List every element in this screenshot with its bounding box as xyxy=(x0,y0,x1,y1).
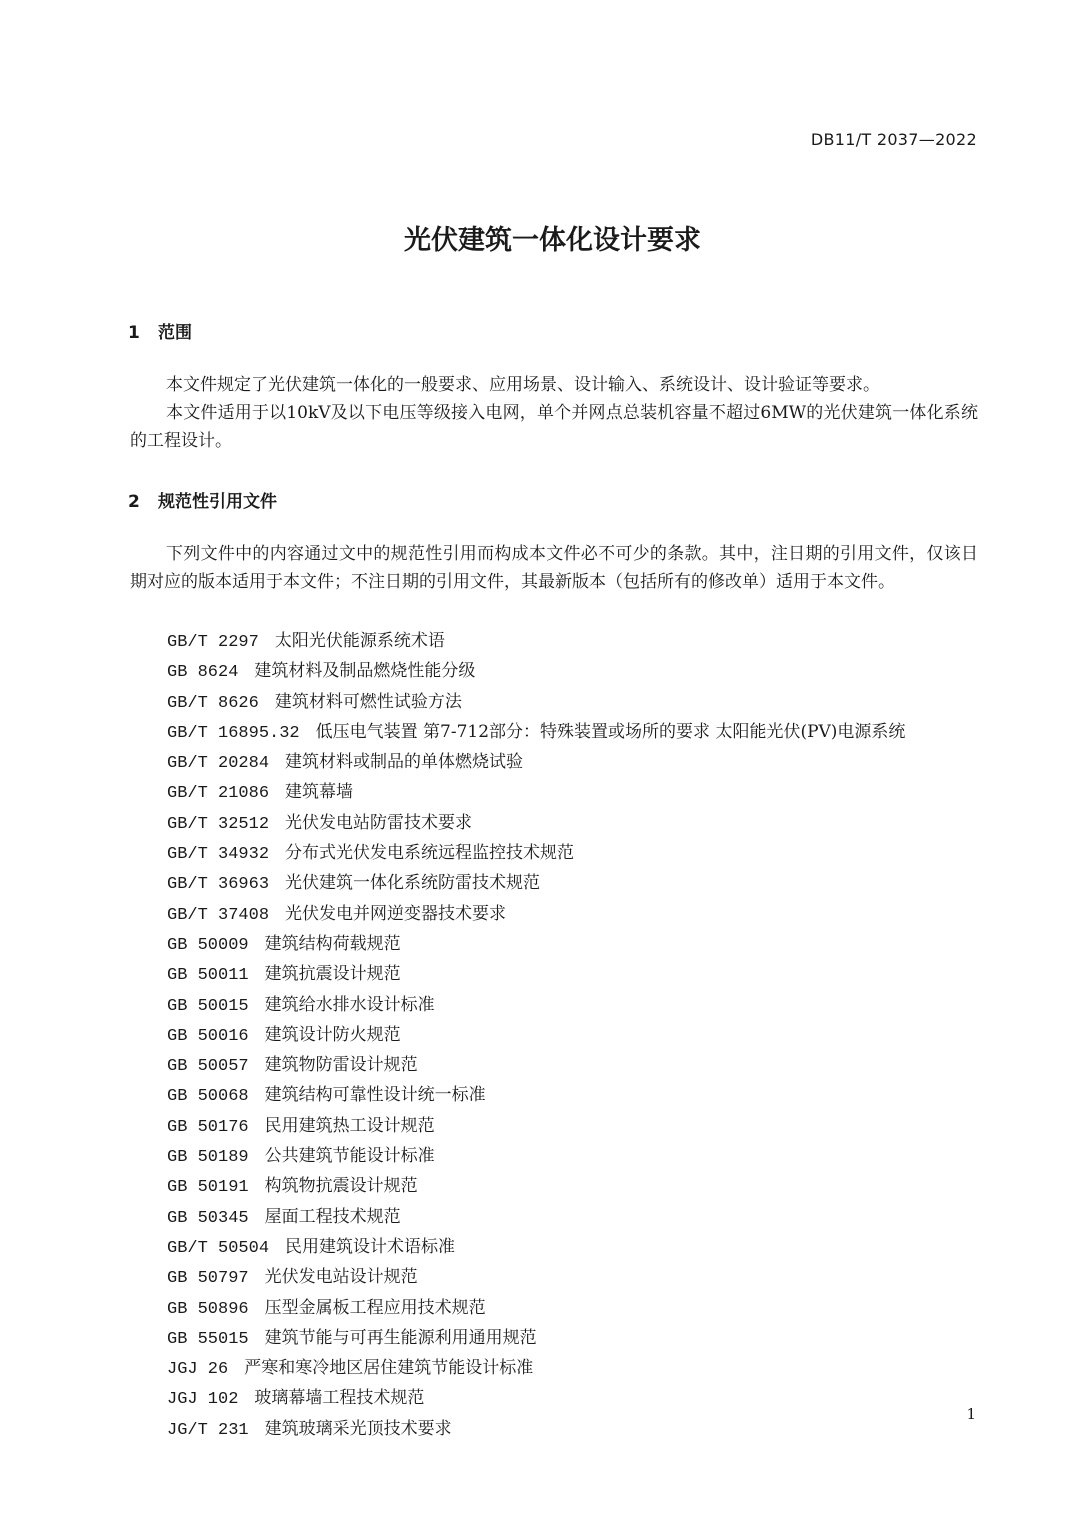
reference-code: JGJ 26 xyxy=(167,1360,229,1380)
reference-item xyxy=(167,839,905,869)
page-number: 1 xyxy=(966,1405,976,1423)
references-intro xyxy=(130,540,978,596)
reference-title: 民用建筑热工设计规范 xyxy=(264,1115,435,1136)
reference-code: JG/T 231 xyxy=(167,1420,249,1440)
paragraph: 本文件适用于以10kV及以下电压等级接入电网，单个并网点总装机容量不超过6MW的光伏建筑一体化系统的工程设计。 xyxy=(130,403,978,451)
reference-title: 压型金属板工程应用技术规范 xyxy=(264,1297,486,1318)
reference-item xyxy=(167,1384,905,1414)
reference-code: GB/T 2297 xyxy=(167,633,259,652)
reference-item xyxy=(167,960,905,990)
reference-item xyxy=(167,991,905,1021)
reference-item xyxy=(167,688,905,718)
reference-title: 建筑结构可靠性设计统一标准 xyxy=(264,1085,486,1106)
reference-item xyxy=(167,1081,905,1111)
section-heading-normative-references xyxy=(128,487,277,512)
reference-list xyxy=(167,627,905,1445)
reference-item xyxy=(167,1051,905,1081)
reference-item xyxy=(167,930,905,960)
reference-item xyxy=(167,1294,905,1324)
reference-code: GB/T 21086 xyxy=(167,784,270,804)
reference-title: 公共建筑节能设计标准 xyxy=(264,1146,435,1167)
reference-title: 严寒和寒冷地区居住建筑节能设计标准 xyxy=(244,1358,534,1379)
reference-code: GB/T 32512 xyxy=(167,814,270,834)
reference-item xyxy=(167,1203,905,1233)
reference-title: 分布式光伏发电系统远程监控技术规范 xyxy=(285,843,575,864)
reference-code: GB 50896 xyxy=(167,1299,249,1319)
reference-code: GB 8624 xyxy=(167,663,239,683)
reference-item xyxy=(167,809,905,839)
scope-body xyxy=(130,371,978,455)
reference-item xyxy=(167,1112,905,1142)
reference-title: 屋面工程技术规范 xyxy=(264,1206,401,1227)
section-title: 范围 xyxy=(158,323,192,343)
reference-code: GB 55015 xyxy=(167,1329,249,1349)
section-number: 1 xyxy=(128,323,140,343)
reference-title: 建筑材料或制品的单体燃烧试验 xyxy=(285,752,524,773)
reference-item xyxy=(167,1324,905,1354)
reference-code: GB/T 8626 xyxy=(167,693,259,713)
reference-code: GB/T 37408 xyxy=(167,905,270,925)
document-title: 光伏建筑一体化设计要求 xyxy=(404,225,701,256)
reference-title: 建筑节能与可再生能源利用通用规范 xyxy=(264,1327,537,1348)
reference-item xyxy=(167,627,905,657)
reference-item xyxy=(167,1233,905,1263)
reference-item xyxy=(167,1172,905,1202)
reference-title: 民用建筑设计术语标准 xyxy=(285,1236,456,1257)
reference-code: GB 50176 xyxy=(167,1117,249,1137)
reference-code: GB/T 50504 xyxy=(167,1238,270,1258)
reference-title: 建筑玻璃采光顶技术要求 xyxy=(264,1418,452,1439)
reference-code: GB 50797 xyxy=(167,1269,249,1289)
reference-title: 建筑给水排水设计标准 xyxy=(264,994,435,1015)
reference-item xyxy=(167,1021,905,1051)
reference-title: 建筑结构荷载规范 xyxy=(264,933,401,954)
reference-item xyxy=(167,1263,905,1293)
reference-title: 建筑材料及制品燃烧性能分级 xyxy=(254,661,476,682)
reference-title: 光伏建筑一体化系统防雷技术规范 xyxy=(285,873,541,894)
document-number: DB11/T 2037—2022 xyxy=(810,130,977,149)
paragraph: 本文件规定了光伏建筑一体化的一般要求、应用场景、设计输入、系统设计、设计验证等要求。 xyxy=(166,375,880,395)
reference-title: 光伏发电站防雷技术要求 xyxy=(285,812,473,833)
reference-title: 低压电气装置 第7-712部分：特殊装置或场所的要求 太阳能光伏(PV)电源系统 xyxy=(315,721,906,742)
reference-code: GB 50068 xyxy=(167,1087,249,1107)
reference-code: GB 50016 xyxy=(167,1026,249,1046)
reference-item xyxy=(167,778,905,808)
reference-code: GB 50015 xyxy=(167,996,249,1016)
reference-code: GB 50057 xyxy=(167,1057,249,1077)
reference-code: GB/T 36963 xyxy=(167,875,270,895)
reference-item xyxy=(167,718,905,748)
reference-title: 建筑抗震设计规范 xyxy=(264,964,401,985)
reference-item xyxy=(167,900,905,930)
reference-code: GB 50009 xyxy=(167,935,249,955)
reference-code: GB/T 16895.32 xyxy=(167,723,300,743)
reference-code: JGJ 102 xyxy=(167,1390,239,1410)
section-title: 规范性引用文件 xyxy=(158,492,277,512)
section-heading-scope xyxy=(128,318,192,343)
reference-title: 构筑物抗震设计规范 xyxy=(264,1176,418,1197)
reference-item xyxy=(167,869,905,899)
reference-code: GB 50189 xyxy=(167,1148,249,1168)
section-number: 2 xyxy=(128,492,140,512)
reference-item xyxy=(167,1415,905,1445)
reference-title: 太阳光伏能源系统术语 xyxy=(274,631,445,651)
reference-code: GB 50191 xyxy=(167,1178,249,1198)
reference-title: 光伏发电并网逆变器技术要求 xyxy=(285,903,507,924)
reference-code: GB/T 34932 xyxy=(167,845,270,865)
reference-code: GB 50345 xyxy=(167,1208,249,1228)
reference-code: GB/T 20284 xyxy=(167,754,270,774)
paragraph: 下列文件中的内容通过文中的规范性引用而构成本文件必不可少的条款。其中，注日期的引用文件，仅该日期对应的版本适用于本文件；不注日期的引用文件，其最新版本（包括所有的修改单）适用于本文件。 xyxy=(130,544,978,592)
reference-title: 建筑幕墙 xyxy=(285,782,354,803)
reference-item xyxy=(167,748,905,778)
reference-code: GB 50011 xyxy=(167,966,249,986)
reference-title: 光伏发电站设计规范 xyxy=(264,1267,418,1288)
reference-title: 建筑材料可燃性试验方法 xyxy=(274,691,462,712)
reference-item xyxy=(167,657,905,687)
reference-item xyxy=(167,1354,905,1384)
reference-title: 玻璃幕墙工程技术规范 xyxy=(254,1388,425,1409)
reference-title: 建筑物防雷设计规范 xyxy=(264,1055,418,1076)
reference-item xyxy=(167,1142,905,1172)
reference-title: 建筑设计防火规范 xyxy=(264,1024,401,1045)
